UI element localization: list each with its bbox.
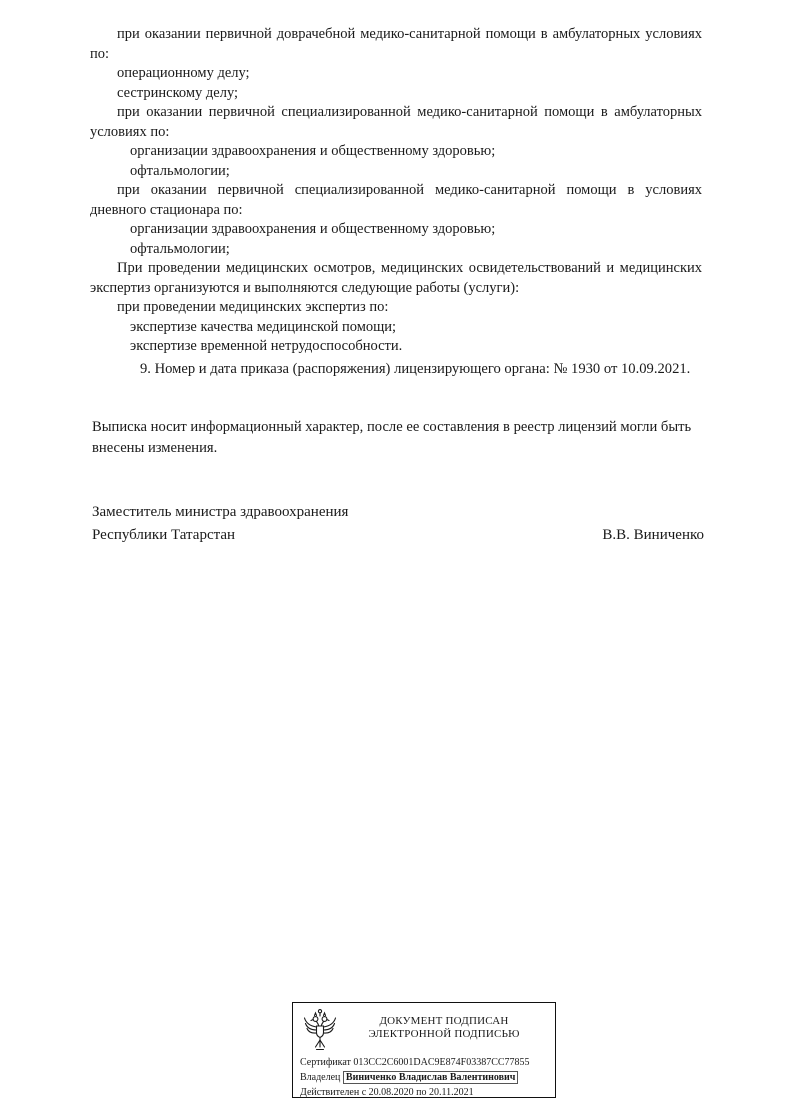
service-item: сестринскому делу; — [117, 84, 239, 101]
owner-label: Владелец — [300, 1072, 341, 1083]
service-item: офтальмологии; — [130, 162, 230, 179]
stamp-header — [300, 1008, 548, 1052]
certificate-label: Сертификат — [300, 1057, 351, 1068]
stamp-title — [340, 1008, 548, 1041]
service-item: операционному делу; — [117, 65, 250, 81]
signer-name-row — [92, 524, 704, 547]
services-list — [90, 25, 702, 357]
service-item: экспертизе временной нетрудоспособности. — [130, 338, 403, 354]
service-item: организации здравоохранения и общественному здоровью; — [130, 221, 496, 237]
signer-name: В.В. Виниченко — [602, 527, 704, 543]
service-paragraph: При проведении медицинских осмотров, медицинских освидетельствований и медицинских экспертиз организуются и выполняются следующие работы (услуги): — [90, 260, 702, 296]
service-paragraph: при оказании первичной специализированной медико-санитарной помощи в условиях дневного стационара по: — [90, 182, 702, 218]
coat-of-arms-icon — [300, 1008, 340, 1052]
stamp-details — [300, 1055, 548, 1100]
service-item: при проведении медицинских экспертиз по: — [117, 299, 389, 315]
order-number-line: 9. Номер и дата приказа (распоряжения) лицензирующего органа: № 1930 от 10.09.2021. — [140, 361, 691, 377]
owner-line — [300, 1070, 548, 1085]
signer-position-line2: Республики Татарстан — [92, 527, 236, 543]
service-item: организации здравоохранения и общественному здоровью; — [130, 143, 496, 159]
signer-position-line1: Заместитель министра здравоохранения — [92, 504, 349, 520]
service-paragraph: при оказании первичной специализированной медико-санитарной помощи в амбулаторных условиях по: — [90, 104, 702, 140]
certificate-number: 013CC2C6001DAC9E874F03387CC77855 — [353, 1057, 530, 1068]
service-paragraph: при оказании первичной доврачебной медико-санитарной помощи в амбулаторных условиях по: — [90, 26, 702, 62]
signer-position-row — [92, 501, 704, 524]
informational-note: Выписка носит информационный характер, после ее составления в реестр лицензий могли быть внесены изменения. — [92, 419, 692, 456]
owner-name: Виниченко Владислав Валентинович — [343, 1071, 519, 1084]
stamp-title-line2: ЭЛЕКТРОННОЙ ПОДПИСЬЮ — [368, 1028, 520, 1040]
signature-block — [92, 501, 704, 547]
validity-period: Действителен с 20.08.2020 по 20.11.2021 — [300, 1087, 474, 1098]
service-item: экспертизе качества медицинской помощи; — [130, 318, 397, 335]
certificate-line — [300, 1055, 548, 1070]
service-item: офтальмологии; — [130, 240, 230, 257]
stamp-title-line1: ДОКУМЕНТ ПОДПИСАН — [379, 1015, 509, 1027]
electronic-signature-stamp — [292, 1002, 556, 1098]
